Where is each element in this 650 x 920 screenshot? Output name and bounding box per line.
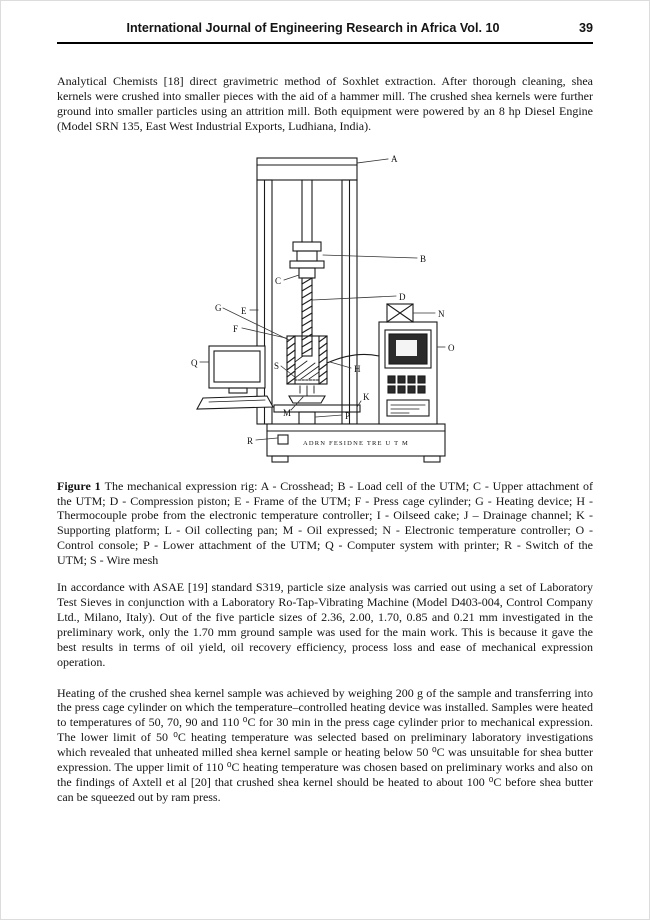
journal-header xyxy=(57,21,593,44)
press-cage-drawing xyxy=(287,336,327,384)
journal-title: International Journal of Engineering Research in Africa Vol. 10 xyxy=(126,21,500,35)
crosshead-drawing xyxy=(257,158,357,180)
label-crosshead: A xyxy=(391,153,398,164)
figure-caption-label: Figure 1 xyxy=(57,478,101,493)
screw-rods-drawing xyxy=(302,180,312,242)
label-upper-attachment: C xyxy=(275,275,282,286)
label-press-cage: F xyxy=(233,323,239,334)
load-cell-drawing xyxy=(290,242,324,268)
label-switch: R xyxy=(247,435,254,446)
figure-caption xyxy=(57,479,593,568)
label-computer: Q xyxy=(191,357,198,368)
oil-drips-drawing xyxy=(300,386,314,395)
page-content xyxy=(57,74,593,805)
console-drawing xyxy=(379,322,437,424)
figure-caption-text: The mechanical expression rig: A - Crosshead; B - Load cell of the UTM; C - Upper attachment of the UTM; D - Compression piston; E - Frame of the UTM; F - Press cage cylinder; G - Heating device; H - Thermocouple probe from the electronic temperature controller; I - Oilseed cake; J – Drainage channel; K - Supporting platform; L - Oil collecting pan; M - Oil expressed; N - Electronic temperature controller; O - Control console; P - Lower attachment of the UTM; Q - Computer system with printer; R - Switch of the UTM; S - Wire mesh xyxy=(57,478,593,568)
label-frame: E xyxy=(241,305,247,316)
paragraph-particle-size: In accordance with ASAE [19] standard S319, particle size analysis was carried out using a set of Laboratory Test Sieves in conjunction with a Laboratory Ro-Tap-Vibrating Machine (Model D403-004, Control Company Ltd., Milano, Italy). Out of the five particle sizes of 2.36, 2.00, 1.70, 0.85 and 0.21 mm investigated in the preliminary work, only the 1.70 mm ground sample was used for the main work. This is because it gave the best results in terms of oil yield, oil recovery efficiency, process loss and ease of mechanical expression operation. xyxy=(57,580,593,669)
label-lower-attachment: P xyxy=(345,410,351,421)
piston-drawing xyxy=(302,278,312,356)
label-temp-controller: N xyxy=(438,308,445,319)
thermocouple-drawing xyxy=(327,354,379,363)
label-wire-mesh: S xyxy=(274,360,280,371)
figure-1 xyxy=(57,150,593,475)
lower-attachment-drawing xyxy=(299,412,315,424)
oil-pan-drawing xyxy=(289,396,325,403)
paragraph-extraction-milling: Analytical Chemists [18] direct gravimetric method of Soxhlet extraction. After thorough cleaning, shea kernels were crushed into smaller pieces with the aid of a hammer mill. The crushed shea kernels were further ground into smaller particles using an attrition mill. Both equipment were powered by an 8 hp Diesel Engine (Model SRN 135, East West Industrial Exports, Ludhiana, India). xyxy=(57,74,593,133)
machine-base-text: ADRN FESIDNE TRE U T M xyxy=(302,439,410,447)
page-number: 39 xyxy=(578,21,593,35)
label-load-cell: B xyxy=(420,253,427,264)
temperature-controller-drawing xyxy=(387,304,413,322)
label-platform: K xyxy=(363,391,370,402)
paragraph-heating: Heating of the crushed shea kernel sample was achieved by weighing 200 g of the sample and transferring into the press cage cylinder on which the temperature–controlled heating device was installed. Samples were heated to temperatures of 50, 70, 90 and 110 ⁰C for 30 min in the press cage cylinder prior to mechanical expression. The lower limit of 50 ⁰C heating temperature was selected based on preliminary laboratory investigations which revealed that unheated milled shea kernel sample or heating below 50 ⁰C was unsuitable for shea butter expression. The upper limit of 110 ⁰C heating temperature was chosen based on preliminary works and also on the findings of Axtell et al [20] that crushed shea kernel should be heated to about 100 ⁰C before shea butter can be squeezed out by ram press. xyxy=(57,685,593,804)
label-oil-expressed: M xyxy=(283,407,292,418)
computer-drawing xyxy=(197,346,273,409)
label-heating-device: G xyxy=(215,302,222,313)
figure-drawing xyxy=(179,150,471,470)
upper-attachment-drawing xyxy=(299,268,315,278)
label-control-console: O xyxy=(448,342,455,353)
label-piston: D xyxy=(399,291,406,302)
label-thermocouple: H xyxy=(354,363,361,374)
